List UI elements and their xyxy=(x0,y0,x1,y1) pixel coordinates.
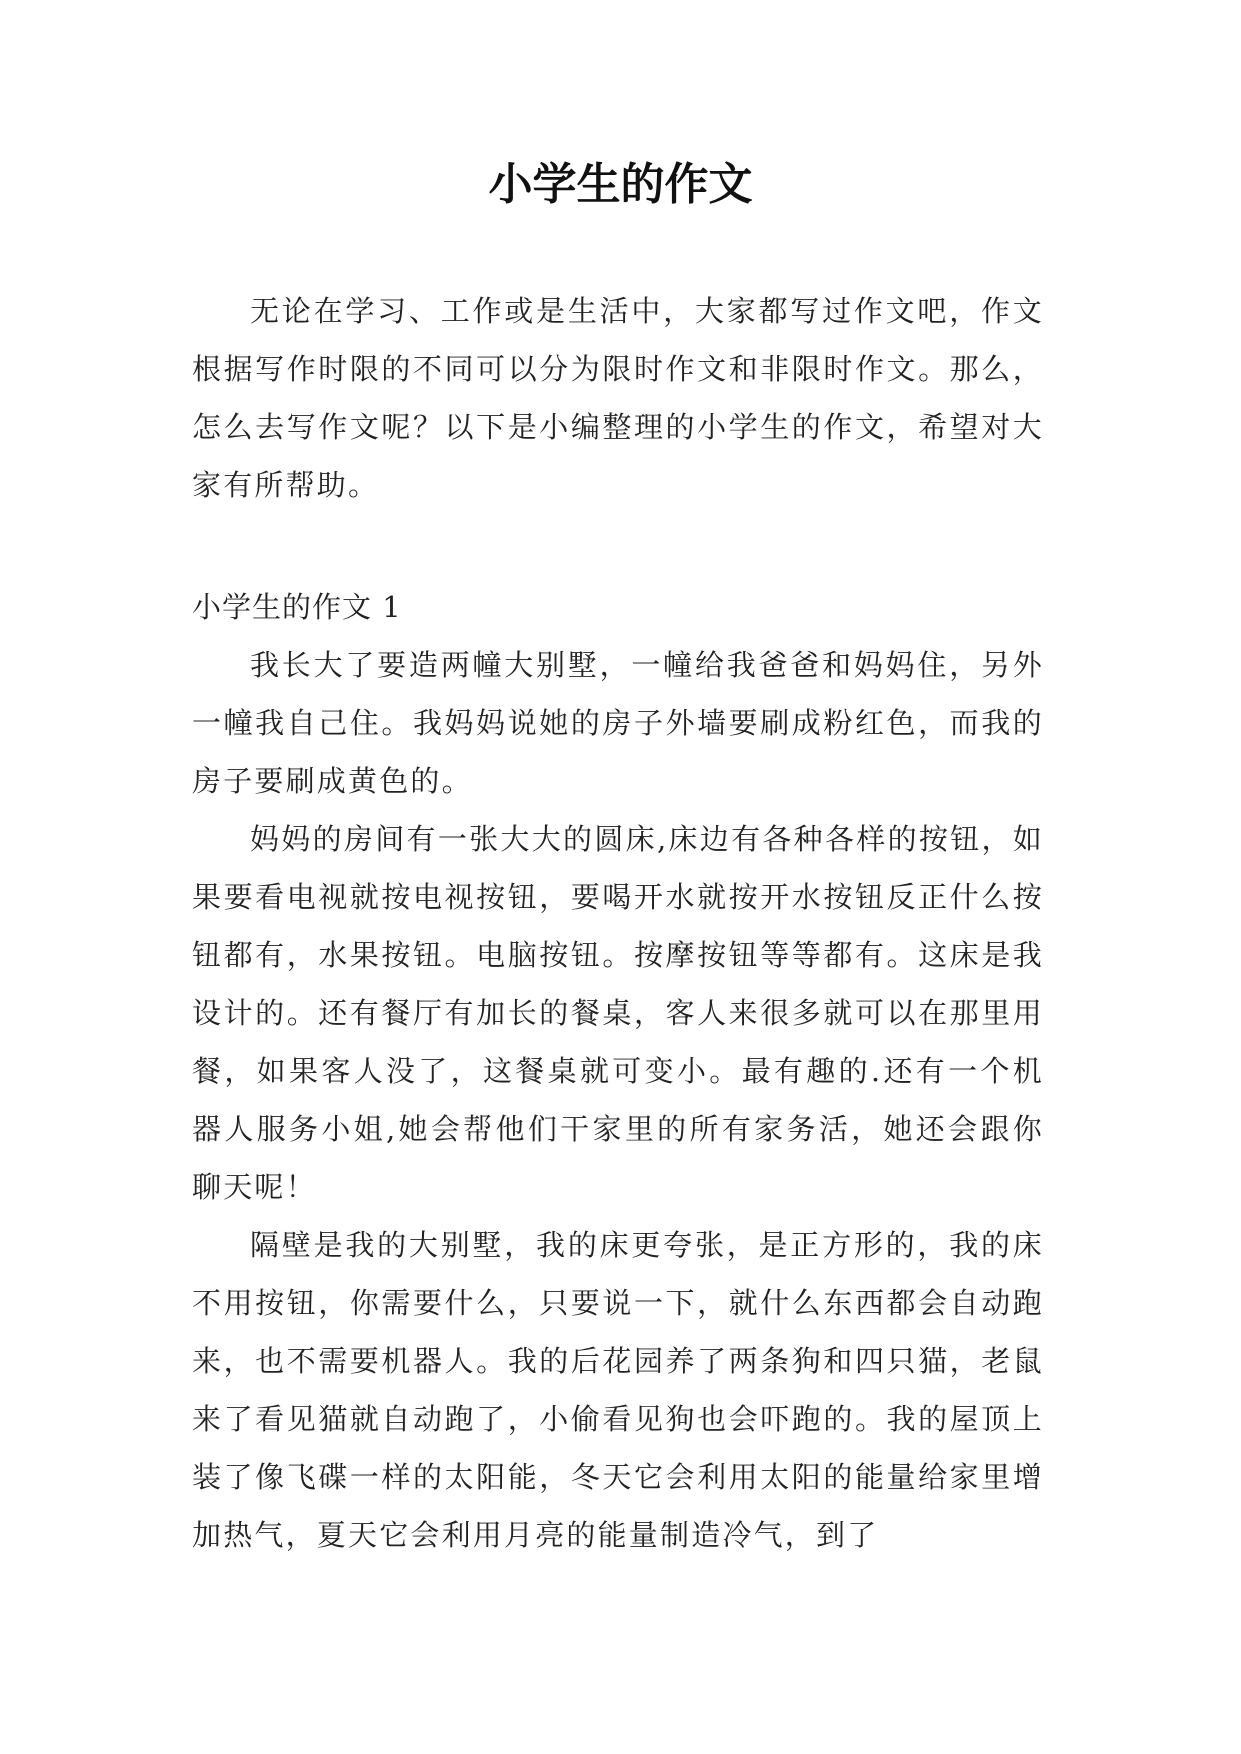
intro-paragraph: 无论在学习、工作或是生活中，大家都写过作文吧，作文根据写作时限的不同可以分为限时作文和非限时作文。那么，怎么去写作文呢？以下是小编整理的小学生的作文，希望对大家有所帮助。 xyxy=(192,294,1044,502)
paragraph-spacer xyxy=(192,514,1044,578)
document-title: 小学生的作文 xyxy=(488,159,753,210)
section-heading: 小学生的作文 1 xyxy=(192,590,402,624)
document-body xyxy=(192,282,1044,1564)
body-paragraph: 隔壁是我的大别墅，我的床更夸张，是正方形的，我的床不用按钮，你需要什么，只要说一下，就什么东西都会自动跑来，也不需要机器人。我的后花园养了两条狗和四只猫，老鼠来了看见猫就自动跑了，小偷看见狗也会吓跑的。我的屋顶上装了像飞碟一样的太阳能，冬天它会利用太阳的能量给家里增加热气，夏天它会利用月亮的能量制造冷气，到了 xyxy=(192,1228,1044,1552)
body-paragraph: 妈妈的房间有一张大大的圆床,床边有各种各样的按钮，如果要看电视就按电视按钮，要喝开水就按开水按钮反正什么按钮都有，水果按钮。电脑按钮。按摩按钮等等都有。这床是我设计的。还有餐厅有加长的餐桌，客人来很多就可以在那里用餐，如果客人没了，这餐桌就可变小。最有趣的.还有一个机器人服务小姐,她会帮他们干家里的所有家务活，她还会跟你聊天呢！ xyxy=(192,822,1044,1204)
body-paragraph: 我长大了要造两幢大别墅，一幢给我爸爸和妈妈住，另外一幢我自己住。我妈妈说她的房子外墙要刷成粉红色，而我的房子要刷成黄色的。 xyxy=(192,648,1044,798)
